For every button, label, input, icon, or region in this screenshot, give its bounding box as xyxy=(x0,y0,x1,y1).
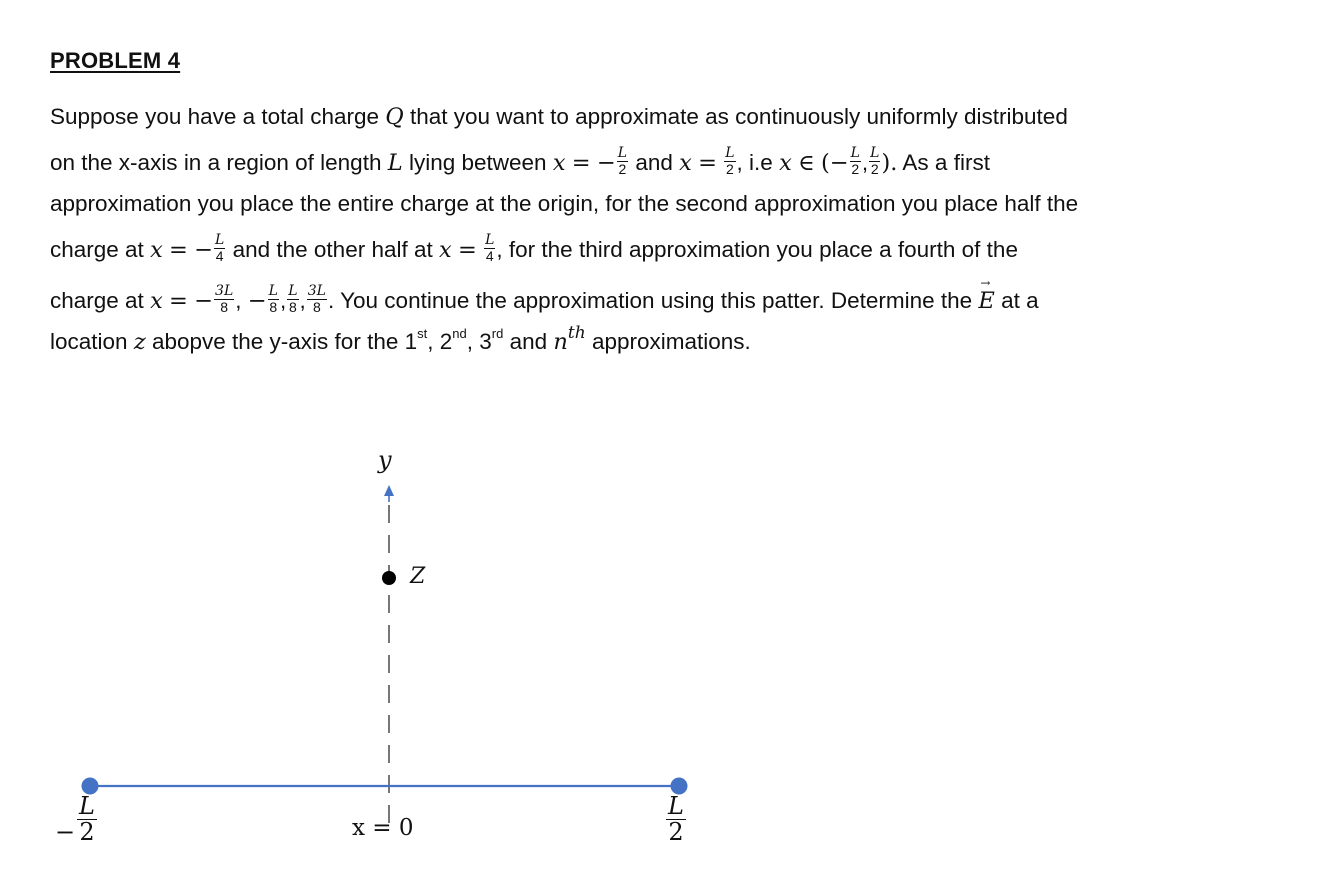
fraction-neg-L-4: $\frac{L}{4}$ xyxy=(215,232,225,264)
problem-line-2: on the x-axis in a region of length L lying between x = − $\frac{L}{2}$ and x = $\frac{L}{2}$ , i.e x ∈ (− $\frac{L}{2}$ , $\frac{L}{2}$ ). As a first xyxy=(50,145,990,177)
left-endpoint-sign: − xyxy=(55,818,76,846)
field-point-z xyxy=(382,571,396,585)
interval-left: $\frac{L}{2}$ xyxy=(850,145,860,177)
problem-line-4: charge at x = − $\frac{L}{4}$ and the other half at x = $\frac{L}{4}$ , for the third approximation you place a fourth of the xyxy=(50,232,1018,264)
y-axis-label: y xyxy=(378,446,392,474)
problem-heading: PROBLEM 4 xyxy=(50,48,181,73)
fraction-neg-L-8: $\frac{L}{8}$ xyxy=(268,283,278,315)
electric-field-vector: → E xyxy=(978,290,994,313)
fraction-L-8: $\frac{L}{8}$ xyxy=(288,283,298,315)
origin-label: x = 0 xyxy=(352,815,414,841)
problem-line-5: charge at x = − $\frac{3L}{8}$ , − $\frac{L}{8}$ , $\frac{L}{8}$ , $\frac{3L}{8}$ . You continue the approximation using this patter. Determine the → E at a xyxy=(50,287,1039,317)
problem-line-3: approximation you place the entire charge at the origin, for the second approximation you place half the xyxy=(50,191,1079,216)
problem-line-6: location z abopve the y-axis for the 1st, 2nd, 3rd and $n^{th}$ approximations. xyxy=(50,322,751,355)
fraction-neg-L-2: $\frac{L}{2}$ xyxy=(617,145,628,177)
right-endpoint-label: $\frac{L}{2}$ xyxy=(668,792,684,847)
z-point-label: Z xyxy=(410,564,426,589)
fraction-3L-8: $\frac{3L}{8}$ xyxy=(307,283,326,315)
fraction-L-2: $\frac{L}{2}$ xyxy=(725,145,735,177)
problem-line-1: Suppose you have a total charge Q that you want to approximate as continuously uniformly distributed xyxy=(50,104,1068,130)
charge-symbol: Q xyxy=(385,104,404,130)
fraction-L-4: $\frac{L}{4}$ xyxy=(485,232,495,264)
left-endpoint-label: $\frac{L}{2}$ xyxy=(79,792,95,847)
interval-right: $\frac{L}{2}$ xyxy=(870,145,880,177)
fraction-neg-3L-8: $\frac{3L}{8}$ xyxy=(215,283,234,315)
